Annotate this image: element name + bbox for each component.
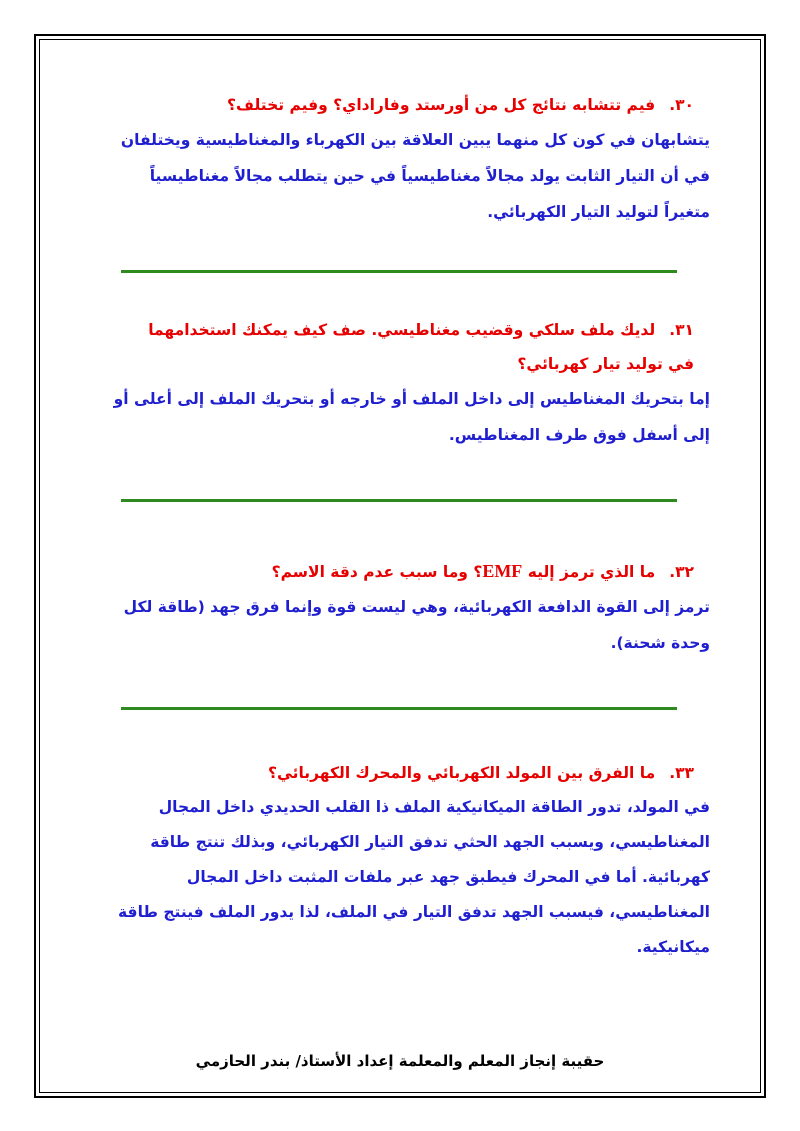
- question-text-end: ؟ وما سبب عدم دقة الاسم؟: [271, 563, 483, 581]
- page-footer: حقيبة إنجاز المعلم والمعلمة إعداد الأستاذ/ بندر الحازمي: [195, 1052, 605, 1070]
- emf-term: EMF: [482, 561, 523, 581]
- qa-content: [110, 88, 710, 965]
- question-number: ٣٠.: [669, 96, 694, 114]
- question-text: لديك ملف سلكي وقضيب مغناطيسي. صف كيف يمكنك استخدامهما في توليد تيار كهربائي؟: [148, 321, 694, 373]
- question-33: [110, 756, 710, 790]
- qa-block-30: [110, 88, 710, 230]
- answer-33: في المولد، تدور الطاقة الميكانيكية الملف ذا القلب الحديدي داخل المجال المغناطيسي، ويسبب الجهد الحثي تدفق التيار الكهربائي، وبذلك تنتج طاقة كهربائية. أما في المحرك فيطبق جهد عبر ملفات المثبت داخل المجال المغناطيسي، فيسبب الجهد تدفق التيار في الملف، لذا يدور الملف فينتج طاقة ميكانيكية.: [118, 798, 710, 956]
- qa-block-33: [110, 710, 710, 965]
- question-text: فيم تتشابه نتائج كل من أورستد وفاراداي؟ وفيم تختلف؟: [227, 96, 656, 114]
- question-31: [110, 313, 710, 381]
- question-text: ما الفرق بين المولد الكهربائي والمحرك الكهربائي؟: [267, 764, 656, 782]
- qa-block-32: [110, 502, 710, 661]
- question-number: ٣٣.: [669, 764, 694, 782]
- question-text-start: ما الذي ترمز إليه: [527, 563, 656, 581]
- question-number: ٣١.: [669, 321, 694, 339]
- answer-31: إما بتحريك المغناطيس إلى داخل الملف أو خارجه أو بتحريك الملف إلى أعلى أو إلى أسفل فوق طرف المغناطيس.: [113, 390, 710, 444]
- question-30: [110, 88, 710, 122]
- answer-30: يتشابهان في كون كل منهما يبين العلاقة بين الكهرباء والمغناطيسية ويختلفان في أن التيار الثابت يولد مجالاً مغناطيسياً في حين يتطلب مجالاً مغناطيسياً متغيراً لتوليد التيار الكهربائي.: [120, 131, 710, 221]
- qa-block-31: [110, 273, 710, 453]
- question-32: [110, 554, 710, 589]
- question-number: ٣٢.: [669, 563, 694, 581]
- answer-32: ترمز إلى القوة الدافعة الكهربائية، وهي ليست قوة وإنما فرق جهد (طاقة لكل وحدة شحنة).: [123, 598, 710, 652]
